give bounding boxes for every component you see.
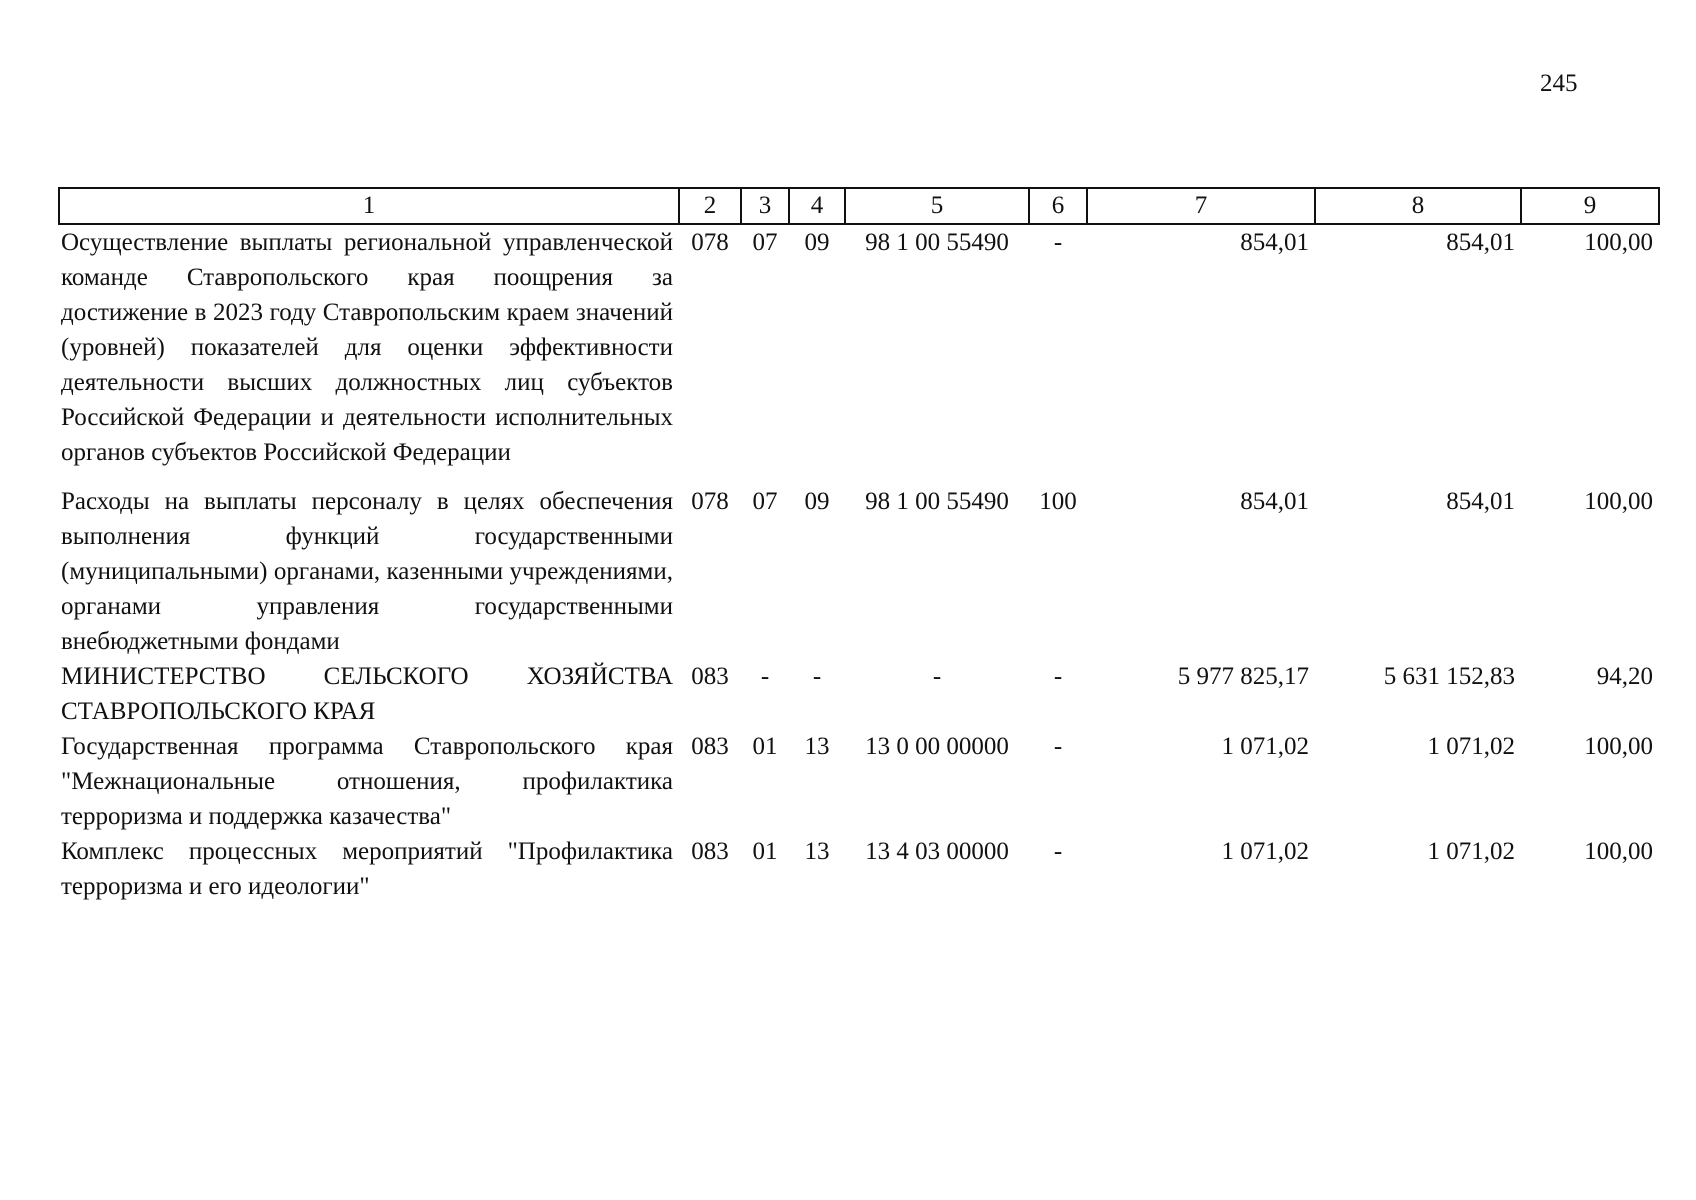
row-percent: 100,00 [1584, 838, 1653, 865]
row-percent: 100,00 [1584, 733, 1653, 760]
row-section: 07 [752, 488, 778, 515]
row-expense-type: - [1053, 838, 1063, 865]
row-target-article: 98 1 00 55490 [865, 488, 1009, 515]
column-header-2: 2 [679, 188, 741, 224]
column-header-4: 4 [789, 188, 845, 224]
row-name: Комплекс процессных мероприятий "Профилактика терроризма и его идеологии" [61, 838, 673, 900]
row-expense-type: - [1053, 663, 1063, 690]
row-ministry-code: 083 [691, 733, 729, 760]
row-subsection: 09 [804, 488, 830, 515]
row-ministry-code: 078 [691, 229, 729, 256]
row-section: - [760, 663, 770, 690]
row-subsection: 09 [804, 229, 830, 256]
table-row [59, 484, 1659, 659]
row-ministry-code: 083 [691, 838, 729, 865]
row-name: МИНИСТЕРСТВО СЕЛЬСКОГО ХОЗЯЙСТВА СТАВРОПОЛЬСКОГО КРАЯ [61, 663, 673, 725]
row-executed: 1 071,02 [1427, 733, 1515, 760]
row-percent: 100,00 [1584, 488, 1653, 515]
column-header-8: 8 [1315, 188, 1521, 224]
row-expense-type: 100 [1039, 488, 1077, 515]
column-header-5: 5 [845, 188, 1029, 224]
column-header-7: 7 [1087, 188, 1315, 224]
table-row [59, 729, 1659, 834]
row-expense-type: - [1053, 229, 1063, 256]
row-percent: 94,20 [1596, 663, 1653, 690]
row-target-article: 98 1 00 55490 [865, 229, 1009, 256]
column-header-6: 6 [1029, 188, 1087, 224]
row-section: 07 [752, 229, 778, 256]
column-header-9: 9 [1521, 188, 1659, 224]
table-header-row [59, 188, 1659, 224]
row-ministry-code: 083 [691, 663, 729, 690]
row-subsection: - [812, 663, 822, 690]
row-expense-type: - [1053, 733, 1063, 760]
row-subsection: 13 [804, 838, 830, 865]
row-planned: 1 071,02 [1221, 838, 1309, 865]
row-target-article: 13 4 03 00000 [865, 838, 1009, 865]
row-ministry-code: 078 [691, 488, 729, 515]
row-name: Осуществление выплаты региональной управленческой команде Ставропольского края поощрения за достижение в 2023 году Ставропольским краем значений (уровней) показателей для оценки эффективности деятельности высших должностных лиц субъектов Российской Федерации и деятельности исполнительных органов субъектов Российской Федерации [61, 229, 673, 466]
table-row [59, 659, 1659, 729]
page-number: 245 [1540, 70, 1578, 97]
row-executed: 854,01 [1446, 488, 1515, 515]
table-row [59, 224, 1659, 484]
row-planned: 5 977 825,17 [1177, 663, 1309, 690]
row-percent: 100,00 [1584, 229, 1653, 256]
row-name: Государственная программа Ставропольского края "Межнациональные отношения, профилактика терроризма и поддержка казачества" [61, 733, 673, 830]
row-executed: 5 631 152,83 [1383, 663, 1515, 690]
row-planned: 854,01 [1240, 229, 1309, 256]
row-executed: 1 071,02 [1427, 838, 1515, 865]
column-header-1: 1 [59, 188, 679, 224]
row-section: 01 [752, 733, 778, 760]
row-planned: 1 071,02 [1221, 733, 1309, 760]
budget-table [58, 187, 1660, 904]
row-target-article: 13 0 00 00000 [865, 733, 1009, 760]
column-header-3: 3 [741, 188, 789, 224]
row-subsection: 13 [804, 733, 830, 760]
row-section: 01 [752, 838, 778, 865]
row-executed: 854,01 [1446, 229, 1515, 256]
row-target-article: - [932, 663, 942, 690]
table-row [59, 834, 1659, 904]
row-planned: 854,01 [1240, 488, 1309, 515]
row-name: Расходы на выплаты персоналу в целях обеспечения выполнения функций государственными (муниципальными) органами, казенными учреждениями, органами управления государственными внебюджетными фондами [61, 488, 673, 655]
